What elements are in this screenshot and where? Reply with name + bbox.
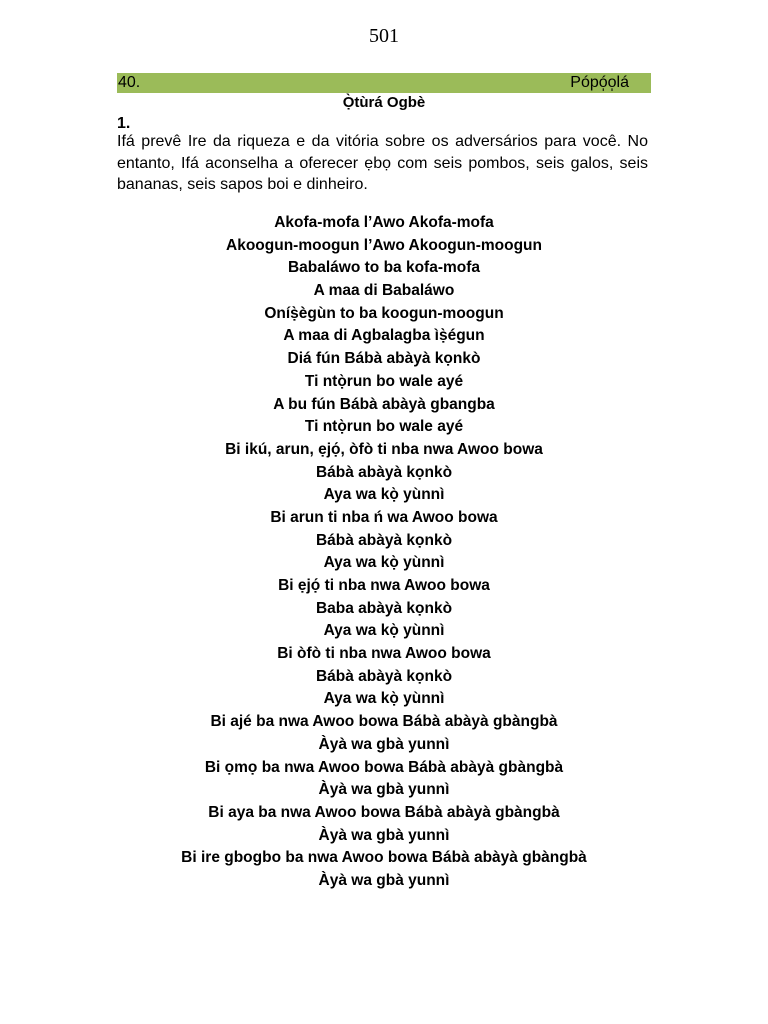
verse-line: Bi ire gbogbo ba nwa Awoo bowa Bábà abàyà gbàngbà: [181, 849, 587, 867]
chapter-name: Pópó̩o̩lá: [570, 74, 629, 91]
verse-line: Bi ikú, arun, ẹjọ́, òfò ti nba nwa Awoo bowa: [225, 440, 543, 458]
verse-line: A bu fún Bábà abàyà gbangba: [273, 395, 495, 413]
chapter-number: 40.: [118, 74, 141, 91]
verse-line: Bi ẹjọ́ ti nba nwa Awoo bowa: [278, 577, 490, 594]
verse-lines: [117, 212, 651, 893]
verse-line: Ti ntọ̀run bo wale ayé: [304, 372, 464, 390]
verse-line: Bi aya ba nwa Awoo bowa Bábà abàyà gbàngbà: [208, 803, 560, 821]
verse-line: A maa di Babaláwo: [313, 282, 455, 300]
verse-line: Aya wa kọ̀ yùnnì: [323, 554, 445, 572]
verse-line: Diá fún Bábà abàyà kọnkò: [287, 350, 481, 368]
verse-line: Bi ọmọ ba nwa Awoo bowa Bábà abàyà gbàngbà: [204, 758, 564, 776]
verse-line: Babaláwo to ba kofa-mofa: [287, 259, 481, 277]
verse-line: A maa di Agbalagba ìṣ̀égun: [283, 327, 485, 345]
verse-line: Àyà wa gbà yunnì: [318, 826, 450, 844]
verse-line: Baba abàyà kọnkò: [315, 599, 453, 617]
verse-line: Bábà abàyà kọnkò: [315, 463, 453, 481]
chapter-header-bar: [117, 73, 651, 93]
odu-title: Ọ̀tùrá Ogbè: [342, 94, 426, 111]
verse-line: Bi òfò ti nba nwa Awoo bowa: [277, 645, 491, 663]
verse-number: 1.: [117, 115, 131, 132]
verse-line: Ti ntọ̀run bo wale ayé: [304, 418, 464, 436]
verse-line: Bábà abàyà kọnkò: [315, 667, 453, 685]
page-number: 501: [369, 25, 399, 47]
verse-line: Akoogun-moogun l’Awo Akoogun-moogun: [226, 236, 542, 254]
verse-line: Àyà wa gbà yunnì: [318, 781, 450, 799]
verse-line: Àyà wa gbà yunnì: [318, 871, 450, 889]
verse-line: Bi ajé ba nwa Awoo bowa Bábà abàyà gbàngbà: [210, 713, 558, 731]
verse-line: Aya wa kọ̀ yùnnì: [323, 690, 445, 708]
verse-line: Bi arun ti nba ń wa Awoo bowa: [270, 508, 498, 526]
verse-line: Àyà wa gbà yunnì: [318, 735, 450, 753]
verse-line: Aya wa kọ̀ yùnnì: [323, 486, 445, 504]
verse-line: Aya wa kọ̀ yùnnì: [323, 622, 445, 640]
verse-line: Bábà abàyà kọnkò: [315, 531, 453, 549]
verse-line: Oníṣ̀ègùn to ba koogun-moogun: [264, 304, 504, 322]
verse-line: Akofa-mofa l’Awo Akofa-mofa: [274, 214, 494, 231]
intro-paragraph: Ifá prevê Ire da riqueza e da vitória sobre os adversários para você. No entanto, Ifá aconselha a oferecer ẹbọ com seis pombos, seis galos, seis bananas, seis sapos boi e dinheiro.: [117, 133, 648, 193]
